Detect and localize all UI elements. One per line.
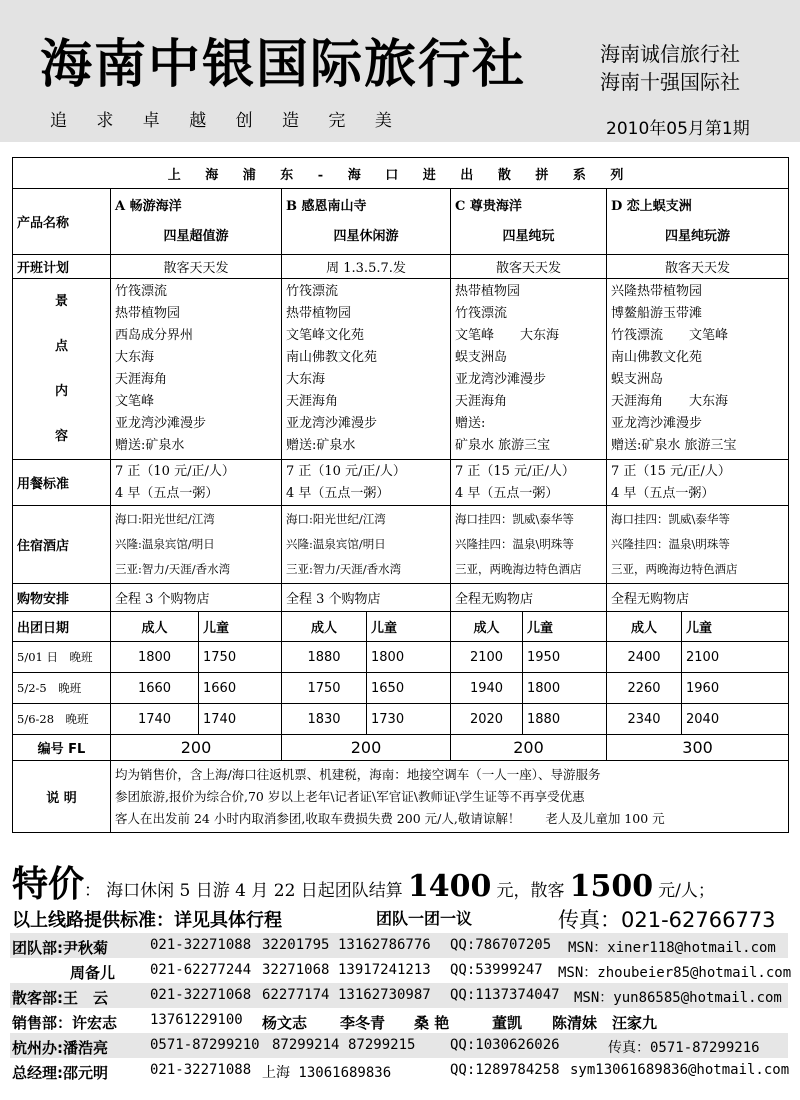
schedule-c: 散客天天发 bbox=[451, 255, 607, 279]
contact-name: 团队部:尹秋菊 bbox=[12, 939, 108, 957]
list-item: 7 正（10 元/正/人） bbox=[115, 463, 235, 479]
contact-staff: 李冬青 bbox=[340, 1014, 386, 1032]
price-cell: 1730 bbox=[367, 704, 451, 735]
hotel-a bbox=[111, 506, 282, 584]
list-item: 赠送:矿泉水 bbox=[115, 438, 185, 453]
product-b bbox=[282, 189, 451, 255]
list-item: 赠送:矿泉水 旅游三宝 bbox=[611, 438, 737, 453]
contact-qq: QQ:786707205 bbox=[450, 937, 552, 953]
label-code: 编号 FL bbox=[13, 735, 111, 761]
code-d: 300 bbox=[607, 735, 789, 761]
hotel-c bbox=[451, 506, 607, 584]
code-c: 200 bbox=[451, 735, 607, 761]
fax-number: 传真：021-62766773 bbox=[558, 908, 776, 932]
list-item: 天涯海角 大东海 bbox=[611, 394, 729, 409]
label-hotel: 住宿酒店 bbox=[13, 506, 111, 584]
schedule-b: 周 1.3.5.7.发 bbox=[282, 255, 451, 279]
price-cell: 1880 bbox=[523, 704, 607, 735]
meals-b bbox=[282, 460, 451, 506]
shopping-a: 全程 3 个购物店 bbox=[111, 584, 282, 612]
list-item: 竹筏漂流 bbox=[455, 306, 508, 321]
tour-table bbox=[12, 157, 789, 833]
contact-staff: 杨文志 bbox=[262, 1014, 308, 1032]
product-d-grade: 四星纯玩游 bbox=[665, 228, 731, 244]
contact-phone: 021-32271068 bbox=[150, 987, 252, 1003]
price-cell: 1740 bbox=[111, 704, 199, 735]
list-item: 4 早（五点一粥） bbox=[115, 485, 219, 501]
contact-msn: MSN：zhoubeier85@hotmail.com bbox=[558, 965, 792, 981]
adult-header: 成人 bbox=[451, 612, 523, 642]
contact-msn: sym13061689836@hotmail.com bbox=[570, 1062, 790, 1078]
special-text-1: 海口休闲 5 日游 4 月 22 日起团队结算 bbox=[106, 881, 403, 901]
contact-phone-2: 32201795 bbox=[262, 937, 330, 953]
list-item: 海口挂四：凯威\泰华等 bbox=[455, 512, 574, 526]
price-cell: 1750 bbox=[199, 642, 282, 673]
contact-name: 周备儿 bbox=[70, 964, 116, 982]
meals-c bbox=[451, 460, 607, 506]
price-date: 5/2-5 晚班 bbox=[13, 673, 111, 704]
contact-msn: MSN：yun86585@hotmail.com bbox=[574, 990, 782, 1006]
price-cell: 1740 bbox=[199, 704, 282, 735]
list-item: 南山佛教文化苑 bbox=[286, 350, 378, 365]
contact-mobile: 13162786776 bbox=[338, 937, 431, 953]
special-price-individual: 1500 bbox=[569, 869, 654, 904]
contact-phone: 021-32271088 bbox=[150, 937, 252, 953]
list-item: 海口挂四：凯威\泰华等 bbox=[611, 512, 730, 526]
price-cell: 2100 bbox=[682, 642, 789, 673]
meals-d bbox=[607, 460, 789, 506]
list-item: 三亚:智力/天涯/香水湾 bbox=[115, 562, 231, 576]
price-cell: 2040 bbox=[682, 704, 789, 735]
sights-a bbox=[111, 279, 282, 460]
contact-name: 总经理:邵元明 bbox=[12, 1064, 108, 1082]
contact-qq: QQ:1030626026 bbox=[450, 1037, 560, 1053]
product-d-name: D 恋上蜈支洲 bbox=[611, 198, 692, 214]
list-item: 兴隆:温泉宾馆/明日 bbox=[286, 537, 386, 551]
special-text-3: 元/人； bbox=[658, 881, 715, 901]
special-text-2: 元，散客 bbox=[496, 881, 565, 901]
sights-d bbox=[607, 279, 789, 460]
price-date: 5/01 日 晚班 bbox=[13, 642, 111, 673]
contact-phone-2: 87299214 bbox=[272, 1037, 340, 1053]
list-item: 7 正（15 元/正/人） bbox=[611, 463, 731, 479]
contact-qq: QQ:1137374047 bbox=[450, 987, 560, 1003]
contact-phone: 021-32271088 bbox=[150, 1062, 252, 1078]
shopping-c: 全程无购物店 bbox=[451, 584, 607, 612]
contact-row bbox=[10, 958, 792, 983]
list-item: 海口:阳光世纪/江湾 bbox=[115, 512, 215, 526]
list-item: 兴隆热带植物园 bbox=[611, 284, 703, 299]
issue-date: 2010年05月第1期 bbox=[606, 119, 750, 139]
contact-staff: 桑 艳 bbox=[414, 1014, 450, 1032]
sights-b bbox=[282, 279, 451, 460]
contact-mobile: 13162730987 bbox=[338, 987, 431, 1003]
list-item: 亚龙湾沙滩漫步 bbox=[286, 416, 378, 431]
label-dates: 出团日期 bbox=[13, 612, 111, 642]
contact-name: 散客部:王 云 bbox=[12, 989, 108, 1007]
label-shopping: 购物安排 bbox=[13, 584, 111, 612]
child-header: 儿童 bbox=[682, 612, 789, 642]
list-item: 赠送:矿泉水 bbox=[286, 438, 356, 453]
meals-a bbox=[111, 460, 282, 506]
price-cell: 1950 bbox=[523, 642, 607, 673]
contact-qq: QQ:1289784258 bbox=[450, 1062, 560, 1078]
label-schedule: 开班计划 bbox=[13, 255, 111, 279]
brand-tagline-2: 海南十强国际社 bbox=[600, 70, 740, 94]
brand-tagline-1: 海南诚信旅行社 bbox=[600, 42, 740, 66]
price-cell: 2260 bbox=[607, 673, 682, 704]
contact-phone-2: 32271068 bbox=[262, 962, 330, 978]
code-a: 200 bbox=[111, 735, 282, 761]
child-header: 儿童 bbox=[199, 612, 282, 642]
special-price-group: 1400 bbox=[407, 869, 492, 904]
hotel-d bbox=[607, 506, 789, 584]
adult-header: 成人 bbox=[607, 612, 682, 642]
contact-phone-2: 62277174 bbox=[262, 987, 330, 1003]
list-item: 海口:阳光世纪/江湾 bbox=[286, 512, 386, 526]
adult-header: 成人 bbox=[282, 612, 367, 642]
product-c-grade: 四星纯玩 bbox=[502, 228, 555, 244]
special-label: 特价 bbox=[12, 863, 85, 905]
code-b: 200 bbox=[282, 735, 451, 761]
contact-fax: 传真：0571-87299216 bbox=[608, 1040, 760, 1056]
contact-name: 销售部：许宏志 bbox=[12, 1014, 118, 1032]
special-colon: ： bbox=[84, 881, 102, 901]
list-item: 博鳌船游玉带滩 bbox=[611, 306, 703, 321]
product-c bbox=[451, 189, 607, 255]
price-cell: 1960 bbox=[682, 673, 789, 704]
special-offer bbox=[12, 856, 715, 907]
schedule-a: 散客天天发 bbox=[111, 255, 282, 279]
contact-row bbox=[10, 1008, 788, 1033]
list-item: 热带植物园 bbox=[115, 306, 181, 321]
contact-phone: 13761229100 bbox=[150, 1012, 243, 1028]
label-note: 说 明 bbox=[13, 761, 111, 833]
price-cell: 1830 bbox=[282, 704, 367, 735]
product-a-grade: 四星超值游 bbox=[163, 228, 229, 244]
contact-phone: 0571-87299210 bbox=[150, 1037, 260, 1053]
child-header: 儿童 bbox=[523, 612, 607, 642]
price-cell: 1880 bbox=[282, 642, 367, 673]
standard-note: 以上线路提供标准：详见具体行程 bbox=[12, 910, 282, 931]
product-b-grade: 四星休闲游 bbox=[333, 228, 399, 244]
sights-c bbox=[451, 279, 607, 460]
contact-row bbox=[10, 983, 788, 1008]
list-item: 三亚:智力/天涯/香水湾 bbox=[286, 562, 402, 576]
label-meals: 用餐标准 bbox=[13, 460, 111, 506]
list-item: 文笔峰 大东海 bbox=[455, 328, 560, 343]
list-item: 文笔峰文化苑 bbox=[286, 328, 365, 343]
list-item: 天涯海角 bbox=[286, 394, 339, 409]
list-item: 热带植物园 bbox=[455, 284, 521, 299]
product-c-name: C 尊贵海洋 bbox=[455, 198, 522, 214]
list-item: 南山佛教文化苑 bbox=[611, 350, 703, 365]
product-a-name: A 畅游海洋 bbox=[115, 198, 182, 214]
schedule-d: 散客天天发 bbox=[607, 255, 789, 279]
price-cell: 1940 bbox=[451, 673, 523, 704]
hotel-b bbox=[282, 506, 451, 584]
table-title: 上 海 浦 东 - 海 口 进 出 散 拼 系 列 bbox=[13, 158, 789, 189]
list-item: 兴隆挂四：温泉\明珠等 bbox=[611, 537, 730, 551]
list-item: 亚龙湾沙滩漫步 bbox=[611, 416, 703, 431]
list-item: 亚龙湾沙滩漫步 bbox=[455, 372, 547, 387]
list-item: 亚龙湾沙滩漫步 bbox=[115, 416, 207, 431]
product-a bbox=[111, 189, 282, 255]
price-row bbox=[13, 642, 789, 673]
product-b-name: B 感恩南山寺 bbox=[286, 198, 367, 214]
list-item: 4 早（五点一粥） bbox=[286, 485, 390, 501]
price-cell: 1800 bbox=[523, 673, 607, 704]
contact-row bbox=[10, 933, 788, 958]
price-cell: 1800 bbox=[111, 642, 199, 673]
list-item: 天涯海角 bbox=[115, 372, 168, 387]
shopping-b: 全程 3 个购物店 bbox=[282, 584, 451, 612]
list-item: 三亚，两晚海边特色酒店 bbox=[611, 562, 738, 576]
list-item: 蜈支洲岛 bbox=[455, 350, 508, 365]
price-row bbox=[13, 704, 789, 735]
price-cell: 2340 bbox=[607, 704, 682, 735]
price-cell: 1660 bbox=[199, 673, 282, 704]
list-item: 均为销售价，含上海/海口往返机票、机建税，海南：地接空调车（一人一座）、导游服务 bbox=[115, 766, 601, 782]
list-item: 大东海 bbox=[115, 350, 155, 365]
price-cell: 1660 bbox=[111, 673, 199, 704]
list-item: 西岛成分界州 bbox=[115, 328, 194, 343]
list-item: 兴隆:温泉宾馆/明日 bbox=[115, 537, 215, 551]
price-cell: 1800 bbox=[367, 642, 451, 673]
price-cell: 2020 bbox=[451, 704, 523, 735]
list-item: 三亚，两晚海边特色酒店 bbox=[455, 562, 582, 576]
list-item: 热带植物园 bbox=[286, 306, 352, 321]
list-item: 兴隆挂四：温泉\明珠等 bbox=[455, 537, 574, 551]
list-item: 矿泉水 旅游三宝 bbox=[455, 438, 551, 453]
list-item: 7 正（10 元/正/人） bbox=[286, 463, 406, 479]
list-item: 7 正（15 元/正/人） bbox=[455, 463, 575, 479]
contact-qq: QQ:53999247 bbox=[450, 962, 543, 978]
list-item: 大东海 bbox=[286, 372, 326, 387]
contact-staff: 董凯 陈清妹 汪家九 bbox=[492, 1014, 658, 1032]
label-product: 产品名称 bbox=[13, 189, 111, 255]
brand-title: 海南中银国际旅行社 bbox=[40, 35, 527, 95]
label-sights: 景 点 内 容 bbox=[13, 279, 111, 460]
team-note: 团队一团一议 bbox=[376, 909, 473, 928]
price-cell: 1750 bbox=[282, 673, 367, 704]
list-item: 客人在出发前 24 小时内取消参团,收取车费损失费 200 元/人,敬请谅解！ 老人及儿童加 100 元 bbox=[115, 810, 665, 826]
price-cell: 2100 bbox=[451, 642, 523, 673]
contact-msn: MSN：xiner118@hotmail.com bbox=[568, 940, 776, 956]
list-item: 竹筏漂流 bbox=[286, 284, 339, 299]
contact-mobile: 上海 13061689836 bbox=[262, 1065, 392, 1081]
shopping-d: 全程无购物店 bbox=[607, 584, 789, 612]
list-item: 文笔峰 bbox=[115, 394, 155, 409]
list-item: 蜈支洲岛 bbox=[611, 372, 664, 387]
product-d bbox=[607, 189, 789, 255]
contact-phone: 021-62277244 bbox=[150, 962, 252, 978]
list-item: 参团旅游,报价为综合价,70 岁以上老年\记者证\军官证\教师证\学生证等不再享受优惠 bbox=[115, 788, 585, 804]
contacts-list bbox=[10, 933, 792, 1083]
list-item: 竹筏漂流 文笔峰 bbox=[611, 328, 729, 343]
list-item: 4 早（五点一粥） bbox=[611, 485, 715, 501]
contact-phone-3: 87299215 bbox=[348, 1037, 416, 1053]
child-header: 儿童 bbox=[367, 612, 451, 642]
contact-name: 杭州办:潘浩亮 bbox=[12, 1039, 108, 1057]
list-item: 4 早（五点一粥） bbox=[455, 485, 559, 501]
list-item: 天涯海角 bbox=[455, 394, 508, 409]
adult-header: 成人 bbox=[111, 612, 199, 642]
price-date: 5/6-28 晚班 bbox=[13, 704, 111, 735]
price-cell: 1650 bbox=[367, 673, 451, 704]
slogan: 追 求 卓 越 创 造 完 美 bbox=[50, 111, 404, 131]
contact-mobile: 13917241213 bbox=[338, 962, 431, 978]
list-item: 竹筏漂流 bbox=[115, 284, 168, 299]
list-item: 赠送: bbox=[455, 416, 486, 431]
notes bbox=[111, 761, 789, 833]
contact-row bbox=[10, 1033, 788, 1058]
price-row bbox=[13, 673, 789, 704]
contact-row bbox=[10, 1058, 788, 1083]
price-cell: 2400 bbox=[607, 642, 682, 673]
